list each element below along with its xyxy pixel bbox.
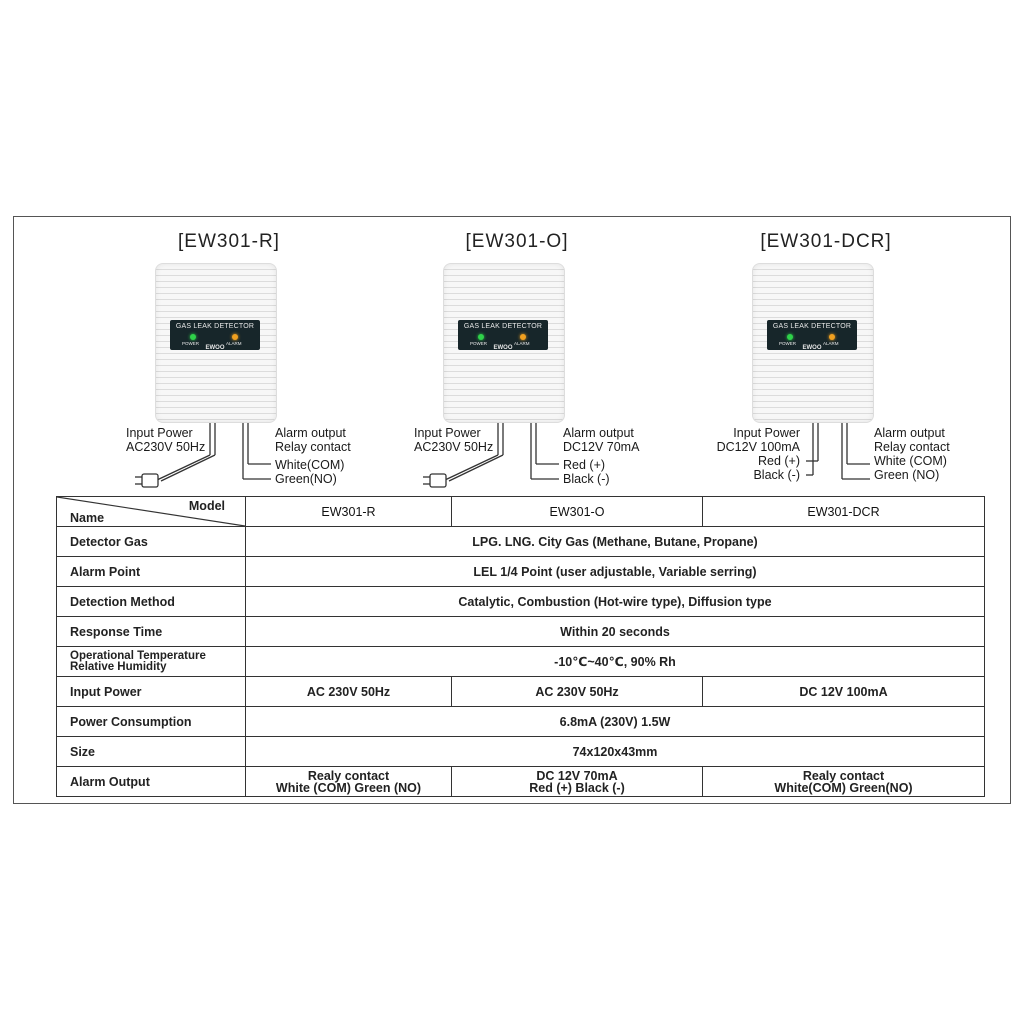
table-row: [57, 557, 985, 587]
table-row: [57, 527, 985, 557]
alarm-output-label: Alarm output DC12V 70mA Red (+) Black (-): [563, 426, 640, 486]
row-name: Input Power: [57, 677, 246, 707]
row-value: 6.8mA (230V) 1.5W: [246, 707, 985, 737]
alarm-output-label: Alarm output Relay contact White(COM) Green(NO): [275, 426, 351, 486]
row-value: AC 230V 50Hz: [452, 677, 703, 707]
alarm-led-label: ALARM: [823, 341, 839, 346]
row-name: Power Consumption: [57, 707, 246, 737]
table-row: [57, 587, 985, 617]
table-row: [57, 647, 985, 677]
row-name: Alarm Point: [57, 557, 246, 587]
table-row: [57, 677, 985, 707]
alarm-led-label: ALARM: [514, 341, 530, 346]
row-value: Realy contact White(COM) Green(NO): [703, 767, 985, 797]
header-model-ew301-dcr: EW301-DCR: [703, 497, 985, 527]
row-name: Size: [57, 737, 246, 767]
header-model-label: Model: [188, 499, 225, 513]
panel-brand: EWOO: [205, 345, 225, 351]
panel-title: GAS LEAK DETECTOR: [772, 323, 852, 330]
panel-brand: EWOO: [493, 345, 513, 351]
product-title: [EW301-O]: [465, 231, 569, 252]
row-name: Operational Temperature Relative Humidity: [57, 647, 246, 677]
panel-brand: EWOO: [802, 345, 822, 351]
power-led-label: POWER: [182, 341, 200, 346]
panel-title: GAS LEAK DETECTOR: [175, 323, 255, 330]
header-diagonal-cell: [57, 497, 246, 527]
header-model-ew301-r: EW301-R: [246, 497, 452, 527]
table-row: [57, 617, 985, 647]
header-name-label: Name: [70, 511, 105, 525]
row-value: DC 12V 100mA: [703, 677, 985, 707]
row-value: 74x120x43mm: [246, 737, 985, 767]
input-power-label: Input Power AC230V 50Hz: [414, 426, 494, 454]
table-row: [57, 737, 985, 767]
alarm-output-label: Alarm output Relay contact White (COM) Green (NO): [874, 426, 950, 482]
spec-table: [56, 496, 985, 797]
plug-icon: [423, 474, 446, 487]
row-value: LPG. LNG. City Gas (Methane, Butane, Propane): [246, 527, 985, 557]
power-led-label: POWER: [470, 341, 488, 346]
row-value: Within 20 seconds: [246, 617, 985, 647]
product-title: [EW301-R]: [178, 231, 280, 252]
row-value: AC 230V 50Hz: [246, 677, 452, 707]
table-row: [57, 767, 985, 797]
row-value: Realy contact White (COM) Green (NO): [246, 767, 452, 797]
row-value: DC 12V 70mA Red (+) Black (-): [452, 767, 703, 797]
input-power-label: Input Power DC12V 100mA Red (+) Black (-): [716, 426, 800, 482]
table-header-row: [57, 497, 985, 527]
row-name: Detection Method: [57, 587, 246, 617]
row-value: LEL 1/4 Point (user adjustable, Variable serring): [246, 557, 985, 587]
product-ew301-dcr: [676, 231, 976, 493]
power-led-label: POWER: [779, 341, 797, 346]
table-row: [57, 707, 985, 737]
row-value: -10℃~40℃, 90% Rh: [246, 647, 985, 677]
panel-title: GAS LEAK DETECTOR: [463, 323, 543, 330]
product-ew301-r: [79, 231, 379, 493]
row-value: Catalytic, Combustion (Hot-wire type), Diffusion type: [246, 587, 985, 617]
plug-icon: [135, 474, 158, 487]
alarm-led-label: ALARM: [226, 341, 242, 346]
row-name: Alarm Output: [57, 767, 246, 797]
row-name: Response Time: [57, 617, 246, 647]
spec-sheet-frame: [13, 216, 1011, 804]
product-title: [EW301-DCR]: [760, 231, 892, 252]
row-name: Detector Gas: [57, 527, 246, 557]
header-model-ew301-o: EW301-O: [452, 497, 703, 527]
input-power-label: Input Power AC230V 50Hz: [126, 426, 206, 454]
product-ew301-o: [367, 231, 667, 493]
